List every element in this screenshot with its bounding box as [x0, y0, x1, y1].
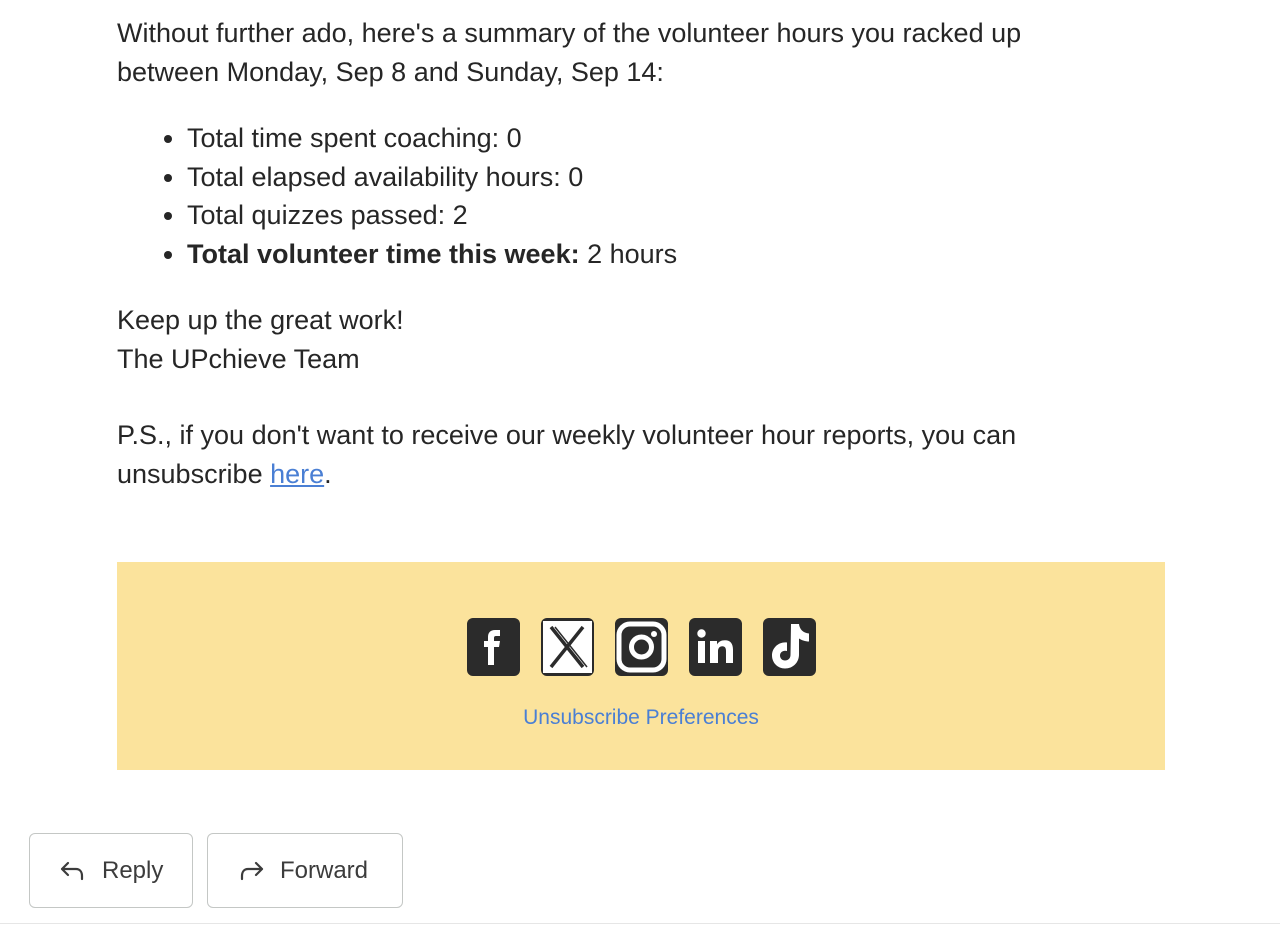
message-actions [29, 833, 403, 908]
ps-paragraph [117, 416, 1117, 493]
stat-total-value: 2 hours [579, 238, 678, 269]
forward-button[interactable] [207, 833, 403, 908]
facebook-icon[interactable] [467, 618, 520, 676]
forward-label: Forward [280, 856, 369, 884]
unsubscribe-preferences-link[interactable]: Unsubscribe Preferences [523, 706, 759, 729]
social-icons [117, 618, 1165, 676]
signature: The UPchieve Team [117, 343, 360, 374]
stat-availability: • Total elapsed availability hours: 0 [187, 158, 1117, 197]
ps-end: . [324, 458, 332, 489]
stat-quizzes: • Total quizzes passed: 2 [187, 196, 1117, 235]
closing-line: Keep up the great work! [117, 305, 404, 335]
reply-icon [60, 860, 86, 882]
instagram-icon[interactable] [615, 618, 668, 676]
stat-total-label: Total volunteer time this week: [187, 238, 580, 269]
reply-button[interactable] [29, 833, 193, 908]
stat-coaching: • Total time spent coaching: 0 [187, 119, 1117, 158]
stat-total [187, 235, 1117, 274]
divider [0, 923, 1280, 924]
linkedin-icon[interactable] [689, 618, 742, 676]
unsubscribe-here-link[interactable]: here [270, 458, 325, 489]
ps-text: P.S., if you don't want to receive our weekly volunteer hour reports, you can unsubscribe [117, 420, 1017, 489]
tiktok-icon[interactable] [763, 618, 816, 676]
email-body [117, 14, 1117, 493]
reply-label: Reply [102, 856, 164, 884]
intro-paragraph: Without further ado, here's a summary of the volunteer hours you racked up between Monday, Sep 8 and Sunday, Sep 14: [117, 18, 1022, 87]
x-icon[interactable] [541, 618, 594, 676]
stats-list [117, 119, 1117, 273]
forward-icon [238, 860, 264, 882]
email-footer [117, 562, 1165, 770]
